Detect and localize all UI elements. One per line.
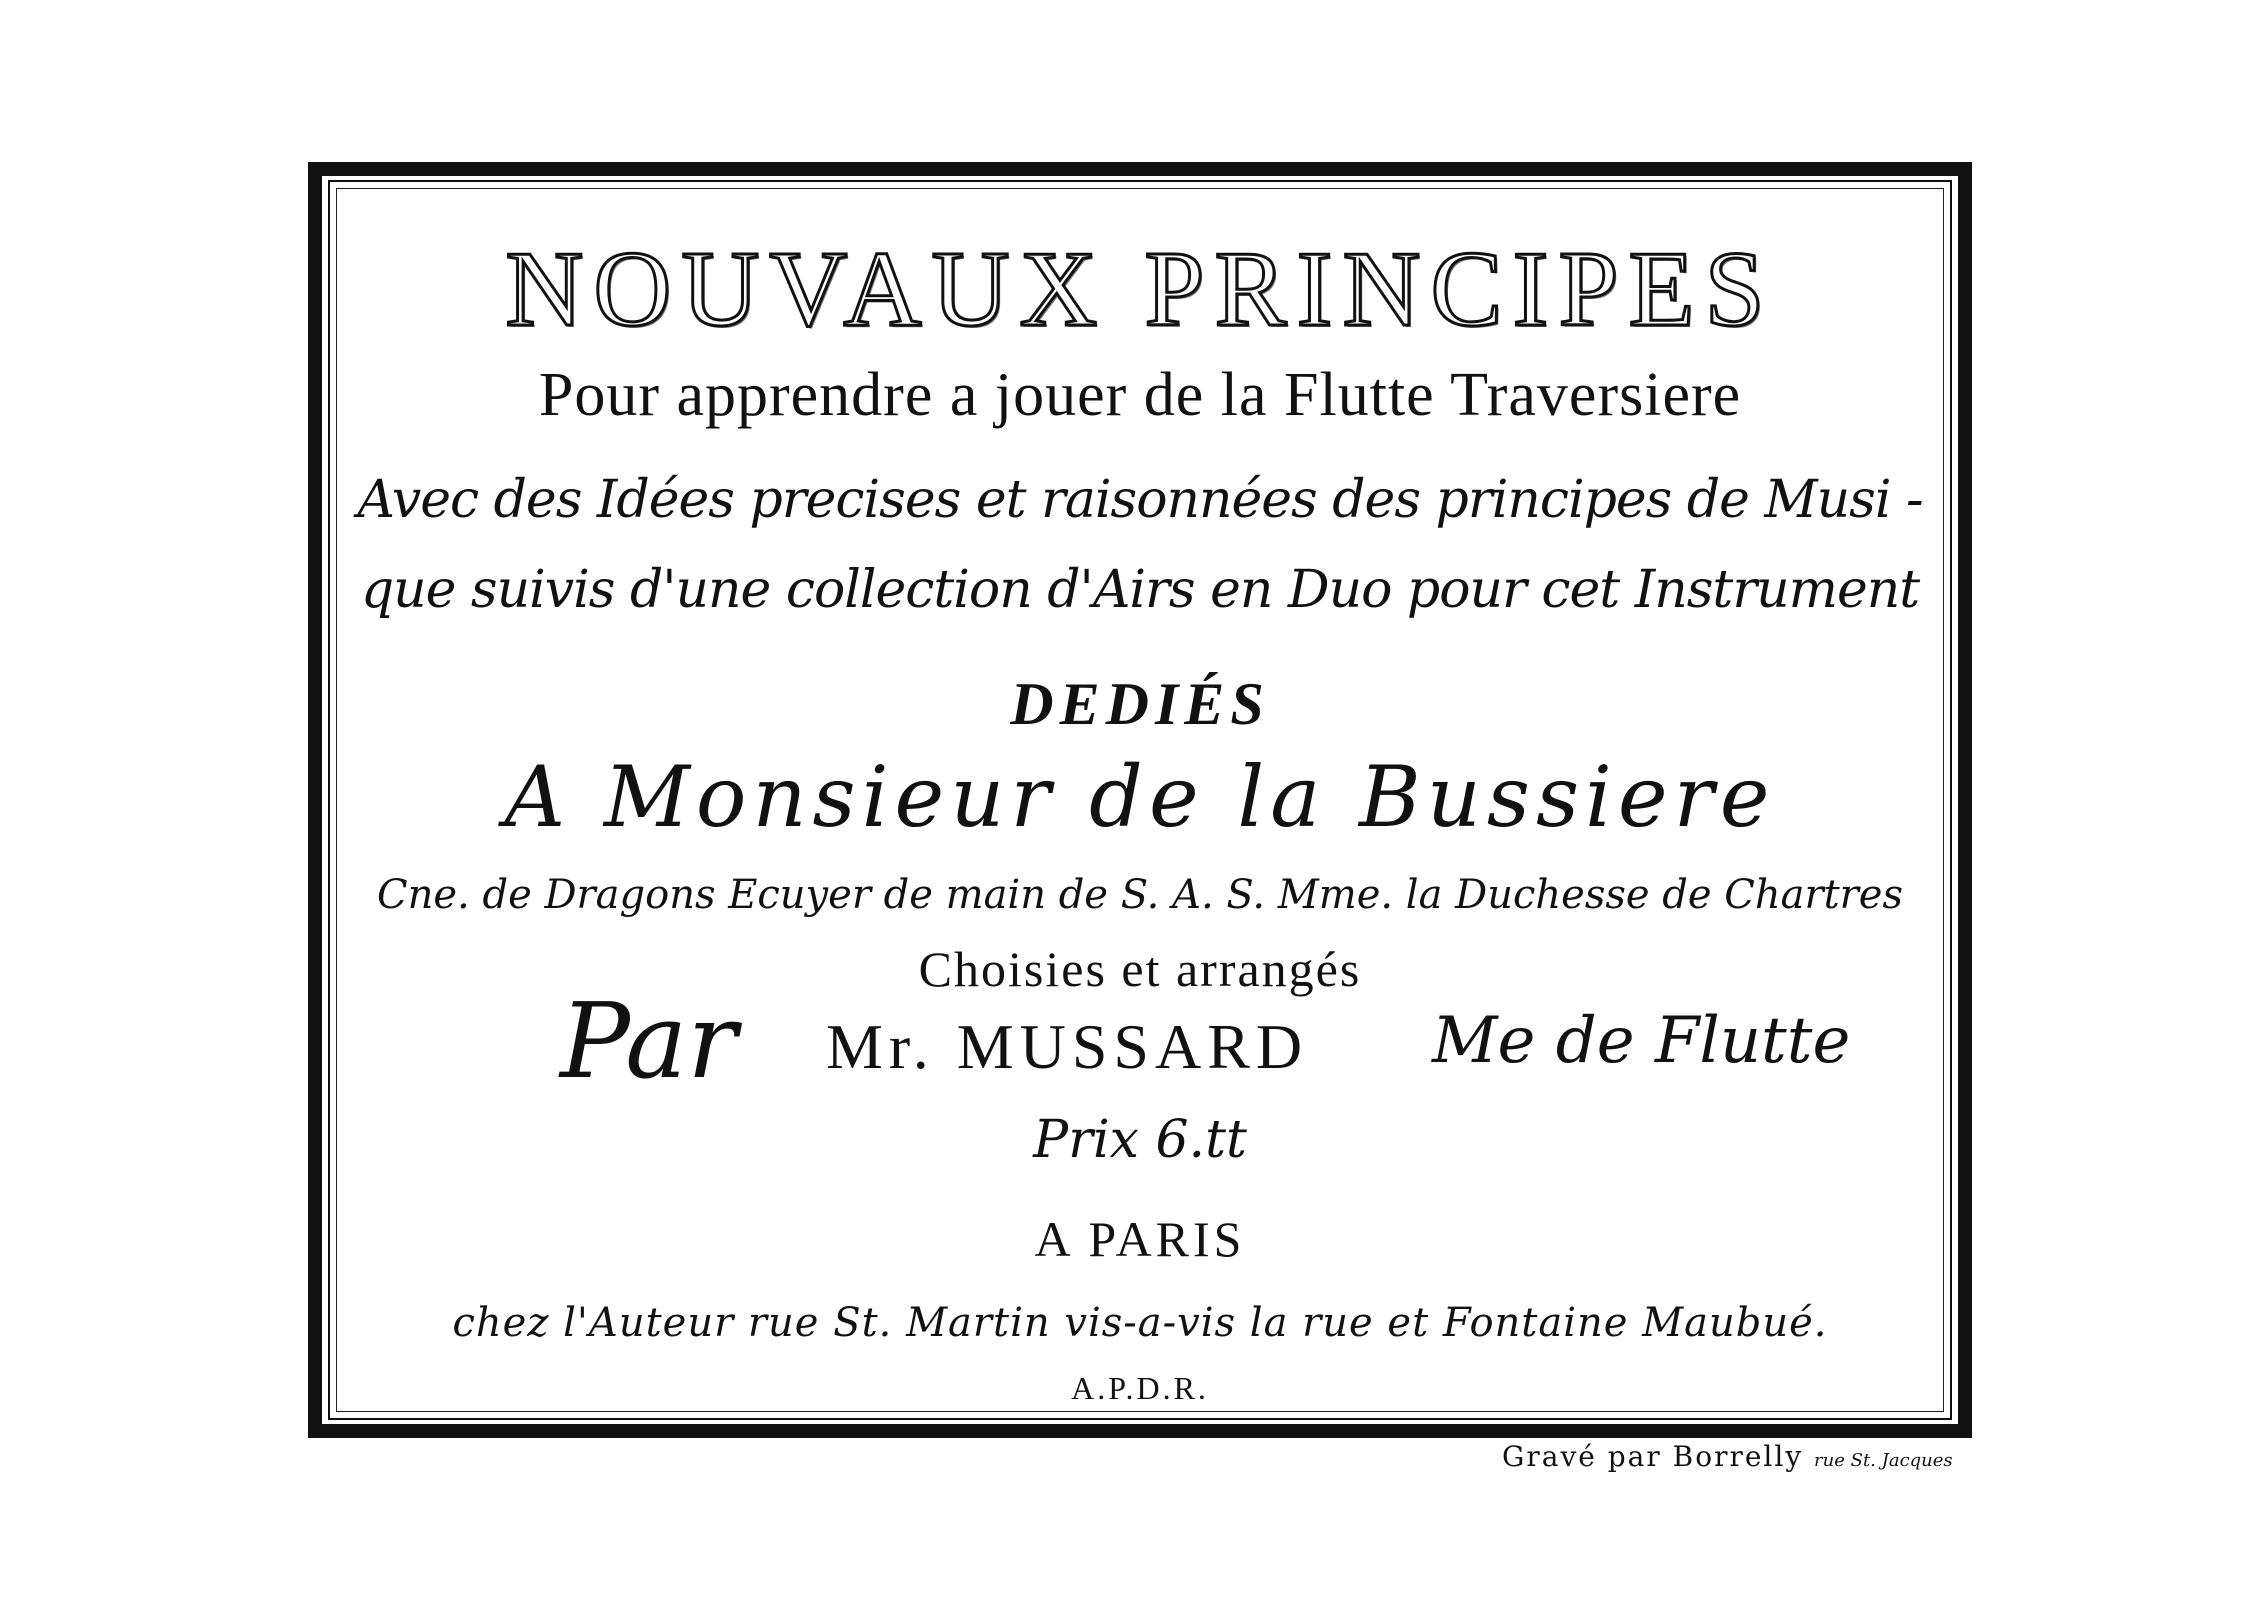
imprint-address: chez l'Auteur rue St. Martin vis-a-vis la rue et Fontaine Maubué. bbox=[452, 1300, 1828, 1346]
subtitle: Pour apprendre a jouer de la Flutte Traversiere bbox=[538, 361, 1742, 429]
description-line-2: que suivis d'une collection d'Airs en Duo pour cet Instrument bbox=[360, 560, 1920, 620]
engraver-address: rue St. Jacques bbox=[1814, 1450, 1953, 1471]
imprint-city: A PARIS bbox=[1034, 1211, 1246, 1267]
par-label: Par bbox=[560, 980, 738, 1102]
dedication-heading: DEDIÉS bbox=[1010, 671, 1270, 737]
arrangement-line: Choisies et arrangés bbox=[918, 941, 1362, 997]
main-title bbox=[340, 228, 1940, 352]
privilege-mark: A.P.D.R. bbox=[1071, 1370, 1209, 1406]
dedicatee-name: A Monsieur de la Bussiere bbox=[504, 748, 1776, 846]
engraver-name: Gravé par Borrelly bbox=[1502, 1440, 1804, 1473]
price: Prix 6.tt bbox=[1033, 1110, 1247, 1170]
main-title-text: NOUVAUX PRINCIPES bbox=[505, 230, 1775, 349]
description-line-1: Avec des Idées precises et raisonnées des principes de Musi - bbox=[357, 470, 1923, 530]
author-title: Me de Flutte bbox=[1432, 1004, 1851, 1078]
author-name: Mr. MUSSARD bbox=[826, 1011, 1309, 1082]
engraver-credit bbox=[1502, 1440, 1953, 1473]
dedicatee-rank: Cne. de Dragons Ecuyer de main de S. A. S. Mme. la Duchesse de Chartres bbox=[377, 872, 1903, 918]
